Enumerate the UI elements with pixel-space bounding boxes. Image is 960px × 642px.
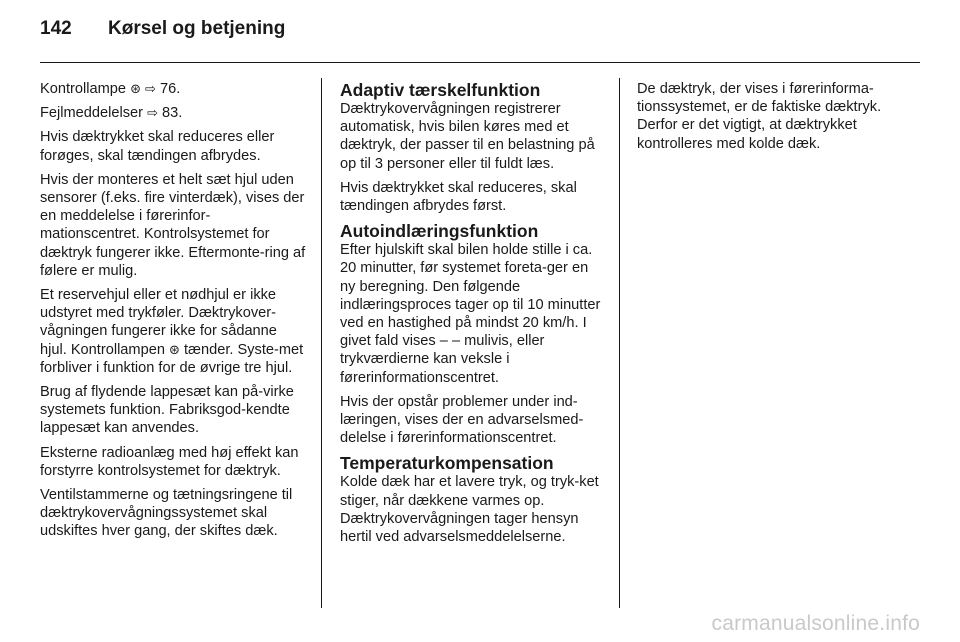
- section-heading: Autoindlæringsfunktion: [340, 221, 539, 242]
- column-divider-2: [619, 78, 620, 608]
- header-rule: [40, 62, 920, 63]
- reference-line-warning-lamp: Kontrollampe ⊛ ⇨ 76.: [40, 81, 181, 97]
- dash-display-icon: – –: [439, 333, 461, 350]
- paragraph: Hvis der monteres et helt sæt hjul uden sensorer (f.eks. fire vinterdæk), vises der en meddelelse i førerinfor-mationscentret. Kontrolsystemet for dæktryk fungerer ikke. Eftermonte-ring af følere er mulig.: [40, 171, 306, 279]
- reference-line-error-messages: Fejlmeddelelser ⇨ 83.: [40, 105, 183, 122]
- page-ref-link[interactable]: 83.: [162, 105, 183, 122]
- paragraph: Hvis dæktrykket skal reduceres, skal tændingen afbrydes først.: [340, 179, 577, 215]
- page-ref-arrow-icon: ⇨: [147, 105, 158, 121]
- paragraph: Hvis dæktrykket skal reduceres eller forøges, skal tændingen afbrydes.: [40, 129, 275, 164]
- section-heading: Adaptiv tærskelfunktion: [340, 80, 541, 100]
- paragraph: Dæktrykovervågningen registrerer automatisk, hvis bilen køres med et dæktryk, der passer til en belastning på op til 3 personer eller til fuldt læs.: [340, 101, 595, 172]
- paragraph: Efter hjulskift skal bilen holde stille i ca. 20 minutter, før systemet foreta-ger en ny beregning. Den følgende indlæringsproces tager op til 10 minutter ved en hastighed på mindst 20 km/h. I givet fald vises – – mulivis, eller trykværdierne kan veksle i førerinformationscentret.: [340, 242, 601, 386]
- paragraph: Brug af flydende lappesæt kan på-virke systemets funktion. Fabriksgod-kendte lappesæt kan anvendes.: [40, 384, 294, 437]
- paragraph: Hvis der opstår problemer under ind-læringen, vises der en advarselsmed-delelse i førerinformationscentret.: [340, 393, 584, 447]
- paragraph: Kolde dæk har et lavere tryk, og tryk-ket stiger, når dækkene varmes op. Dæktrykovervågningen tager hensyn hertil ved advarselsmeddelelserne.: [340, 474, 599, 546]
- paragraph: De dæktryk, der vises i førerinforma-tionssystemet, er de faktiske dæktryk. Derfor er det vigtigt, at dæktrykket kontrolleres med kolde dæk.: [637, 81, 882, 152]
- column-divider-1: [321, 78, 322, 608]
- page-number: 142: [40, 18, 72, 39]
- column-2: [340, 80, 606, 552]
- page-ref-arrow-icon: ⇨: [145, 81, 156, 96]
- tire-warning-icon: ⊛: [169, 341, 180, 357]
- column-3: [637, 80, 903, 159]
- paragraph: Eksterne radioanlæg med høj effekt kan forstyrre kontrolsystemet for dæktryk.: [40, 444, 299, 479]
- paragraph: Et reservehjul eller et nødhjul er ikke udstyret med trykføler. Dæktrykover-vågningen fungerer ikke for sådanne hjul. Kontrollampen ⊛ tænder. Syste-met forbliver i funktion for de øvrige tre hjul.: [40, 287, 304, 376]
- page-ref-link[interactable]: 76.: [160, 81, 181, 97]
- page-header: [40, 18, 920, 52]
- column-1: [40, 80, 306, 547]
- watermark: carmanualsonline.info: [711, 612, 920, 635]
- tire-warning-icon: ⊛: [130, 81, 141, 96]
- page-title: Kørsel og betjening: [108, 18, 286, 39]
- paragraph: Ventilstammerne og tætningsringene til dæktrykovervågningssystemet skal udskiftes hver gang, der skiftes dæk.: [40, 487, 293, 540]
- section-heading: Temperaturkompensation: [340, 453, 554, 474]
